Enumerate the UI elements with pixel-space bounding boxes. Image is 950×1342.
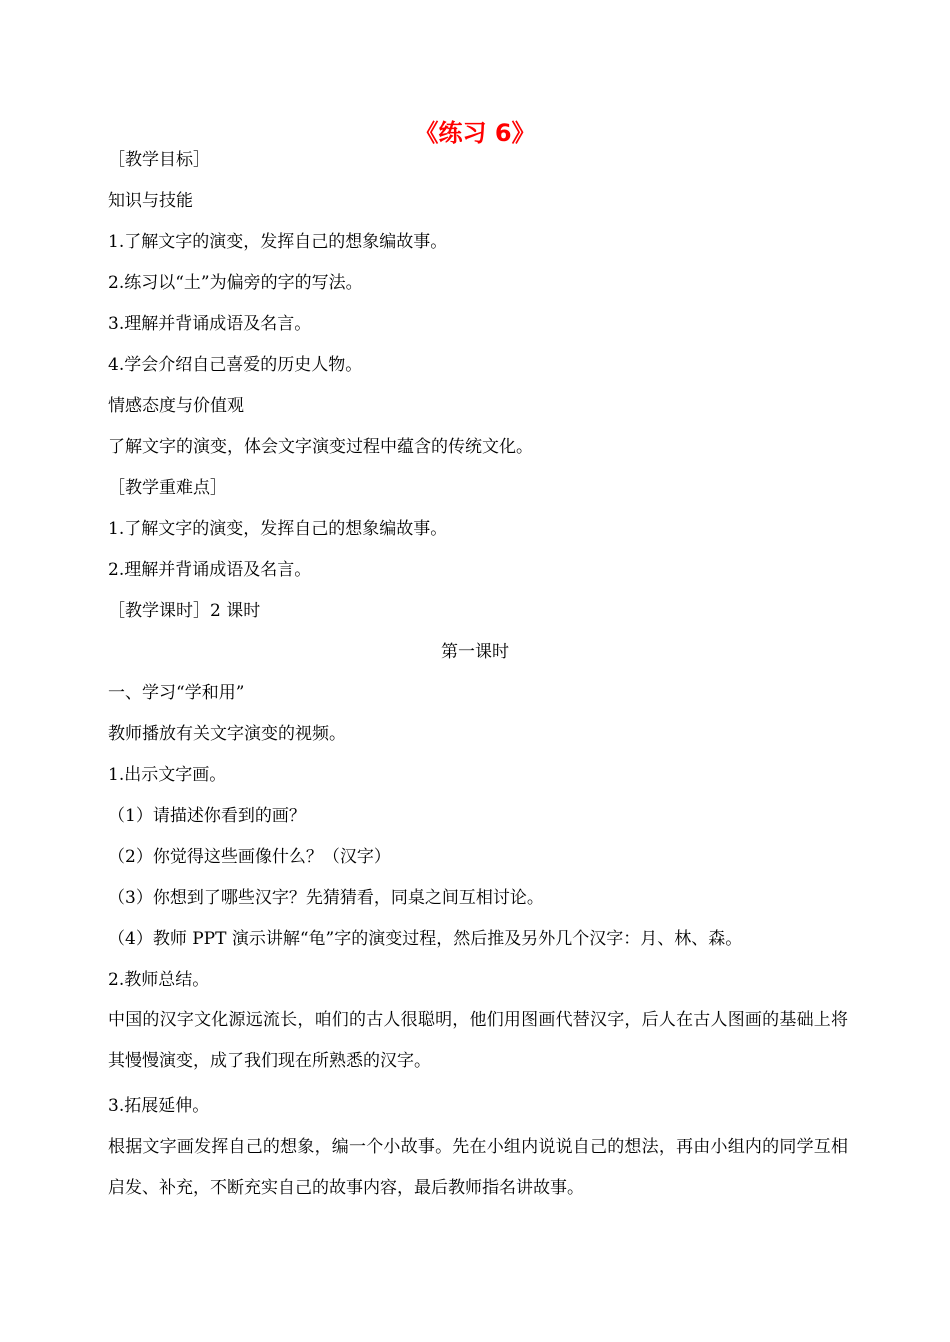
emotion-goal: 了解文字的演变，体会文字演变过程中蕴含的传统文化。 — [108, 437, 533, 457]
document-title: 《练习 6》 — [414, 119, 536, 147]
goal-item-2: 2.练习以“土”为偏旁的字的写法。 — [108, 273, 363, 293]
goal-item-4: 4.学会介绍自己喜爱的历史人物。 — [108, 355, 363, 375]
question-2: （2）你觉得这些画像什么？（汉字） — [108, 847, 391, 867]
question-3: （3）你想到了哪些汉字？先猜猜看，同桌之间互相讨论。 — [108, 888, 544, 908]
step-heading-learn-use: 一、学习“学和用” — [108, 683, 245, 703]
section-heading-teaching-goals: ［教学目标］ — [108, 150, 210, 170]
step-item-1: 1.出示文字画。 — [108, 765, 227, 785]
lesson-heading-first: 第一课时 — [441, 642, 509, 662]
question-1: （1）请描述你看到的画？ — [108, 806, 306, 826]
question-4: （4）教师 PPT 演示讲解“龟”字的演变过程，然后推及另外几个汉字：月、林、森。 — [108, 929, 743, 949]
goal-item-1: 1.了解文字的演变，发挥自己的想象编故事。 — [108, 232, 448, 252]
key-point-1: 1.了解文字的演变，发挥自己的想象编故事。 — [108, 519, 448, 539]
key-point-2: 2.理解并背诵成语及名言。 — [108, 560, 312, 580]
step-item-3: 3.拓展延伸。 — [108, 1096, 210, 1116]
subheading-emotion-values: 情感态度与价值观 — [108, 396, 244, 416]
body-text: 教师播放有关文字演变的视频。 — [108, 724, 346, 744]
goal-item-3: 3.理解并背诵成语及名言。 — [108, 314, 312, 334]
subheading-knowledge-skills: 知识与技能 — [108, 191, 193, 211]
section-heading-key-points: ［教学重难点］ — [108, 478, 227, 498]
summary-paragraph: 中国的汉字文化源远流长，咱们的古人很聪明，他们用图画代替汉字，后人在古人图画的基础上将其慢慢演变，成了我们现在所熟悉的汉字。 — [108, 1010, 848, 1071]
extension-paragraph: 根据文字画发挥自己的想象，编一个小故事。先在小组内说说自己的想法，再由小组内的同学互相启发、补充，不断充实自己的故事内容，最后教师指名讲故事。 — [108, 1137, 848, 1198]
section-heading-periods: ［教学课时］2 课时 — [108, 601, 261, 621]
step-item-2: 2.教师总结。 — [108, 970, 210, 990]
